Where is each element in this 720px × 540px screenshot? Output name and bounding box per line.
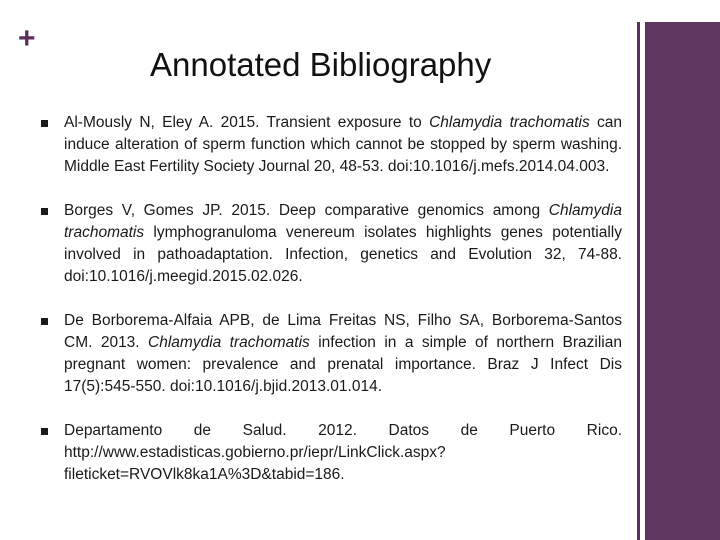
list-item (38, 112, 622, 178)
reference-species: Chlamydia trachomatis (148, 334, 310, 351)
reference-text: infection in a simple of northern Brazilian pregnant women: prevalence and prenatal importance. Braz J Infect Dis 17(5):545-550. doi:10.1016/j.bjid.2013.01.014. (64, 334, 622, 395)
plus-icon: + (18, 22, 36, 55)
square-bullet-icon (41, 428, 48, 435)
reference-species: Chlamydia trachomatis (429, 114, 590, 131)
list-item (38, 420, 622, 486)
square-bullet-icon (41, 120, 48, 127)
page-title: Annotated Bibliography (150, 46, 492, 83)
list-item (38, 200, 622, 288)
reference-text: Al-Mously N, Eley A. 2015. Transient exposure to (64, 114, 430, 131)
reference-text: Borges V, Gomes JP. 2015. Deep comparative genomics among (64, 202, 549, 219)
reference-text: lymphogranuloma venereum isolates highlights genes potentially involved in pathoadaptation. Infection, genetics and Evolution 32, 74-88. doi:10.1016/j.meegid.2015.02.026. (64, 224, 622, 285)
reference-list (38, 112, 622, 508)
reference-text: De Borborema-Alfaia APB, de Lima Freitas NS, Filho SA, Borborema-Santos CM. 2013. (64, 312, 622, 351)
accent-divider (637, 22, 640, 540)
reference-species: Chlamydia trachomatis (64, 202, 622, 241)
list-item (38, 310, 622, 398)
square-bullet-icon (41, 208, 48, 215)
square-bullet-icon (41, 318, 48, 325)
reference-text: can induce alteration of sperm function which cannot be stopped by sperm washing. Middle East Fertility Society Journal 20, 48-53. doi:10.1016/j.mefs.2014.04.003. (64, 114, 622, 175)
reference-text: Departamento de Salud. 2012. Datos de Puerto Rico. http://www.estadisticas.gobierno.pr/iepr/LinkClick.aspx?fileticket=RVOVlk8ka1A%3D&tabid=186. (64, 422, 622, 483)
accent-sidebar (645, 22, 720, 540)
